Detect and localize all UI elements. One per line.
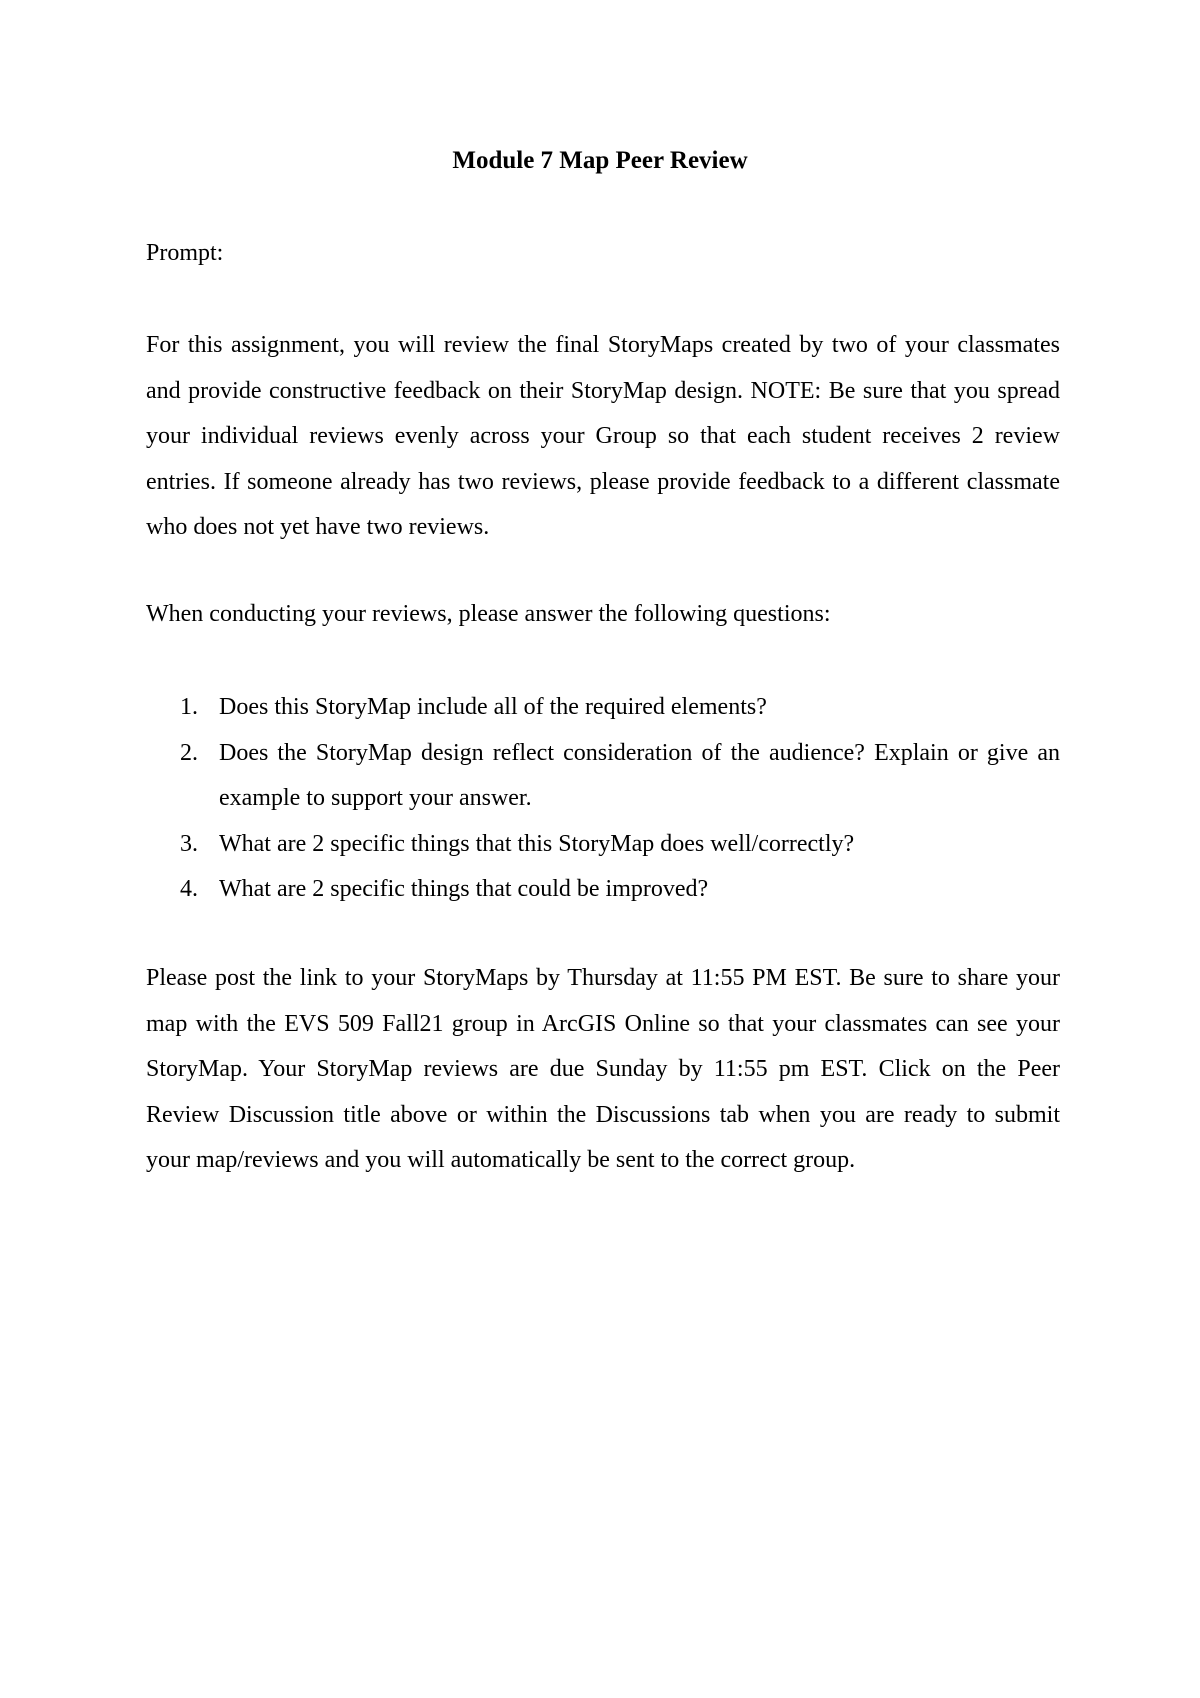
list-item bbox=[146, 731, 1060, 822]
submission-paragraph: Please post the link to your StoryMaps by Thursday at 11:55 PM EST. Be sure to share your map with the EVS 509 Fall21 group in ArcGIS Online so that your classmates can see your StoryMap. Your StoryMap reviews are due Sunday by 11:55 pm EST. Click on the Peer Review Discussion title above or within the Discussions tab when you are ready to submit your map/reviews and you will automatically be sent to the correct group. bbox=[146, 965, 1060, 1173]
questions-list bbox=[146, 685, 1060, 913]
list-item-number: 3. bbox=[180, 830, 198, 857]
prompt-label: Prompt: bbox=[146, 240, 224, 266]
list-item-text: Does the StoryMap design reflect consideration of the audience? Explain or give an example to support your answer. bbox=[219, 739, 1060, 811]
questions-intro: When conducting your reviews, please answer the following questions: bbox=[146, 601, 831, 627]
list-item-number: 2. bbox=[180, 739, 198, 766]
list-item-text: What are 2 specific things that this StoryMap does well/correctly? bbox=[219, 830, 855, 857]
list-item-number: 4. bbox=[180, 876, 198, 902]
assignment-paragraph: For this assignment, you will review the final StoryMaps created by two of your classmates and provide constructive feedback on their StoryMap design. NOTE: Be sure that you spread your individual reviews evenly across your Group so that each student receives 2 review entries. If someone already has two reviews, please provide feedback to a different classmate who does not yet have two reviews. bbox=[146, 332, 1060, 540]
list-item-text: What are 2 specific things that could be improved? bbox=[219, 876, 709, 902]
list-item bbox=[146, 822, 1060, 868]
list-item-text: Does this StoryMap include all of the required elements? bbox=[219, 694, 767, 720]
document-title: Module 7 Map Peer Review bbox=[452, 147, 748, 174]
list-item bbox=[146, 685, 1060, 731]
list-item-number: 1. bbox=[180, 694, 198, 720]
list-item bbox=[146, 867, 1060, 913]
